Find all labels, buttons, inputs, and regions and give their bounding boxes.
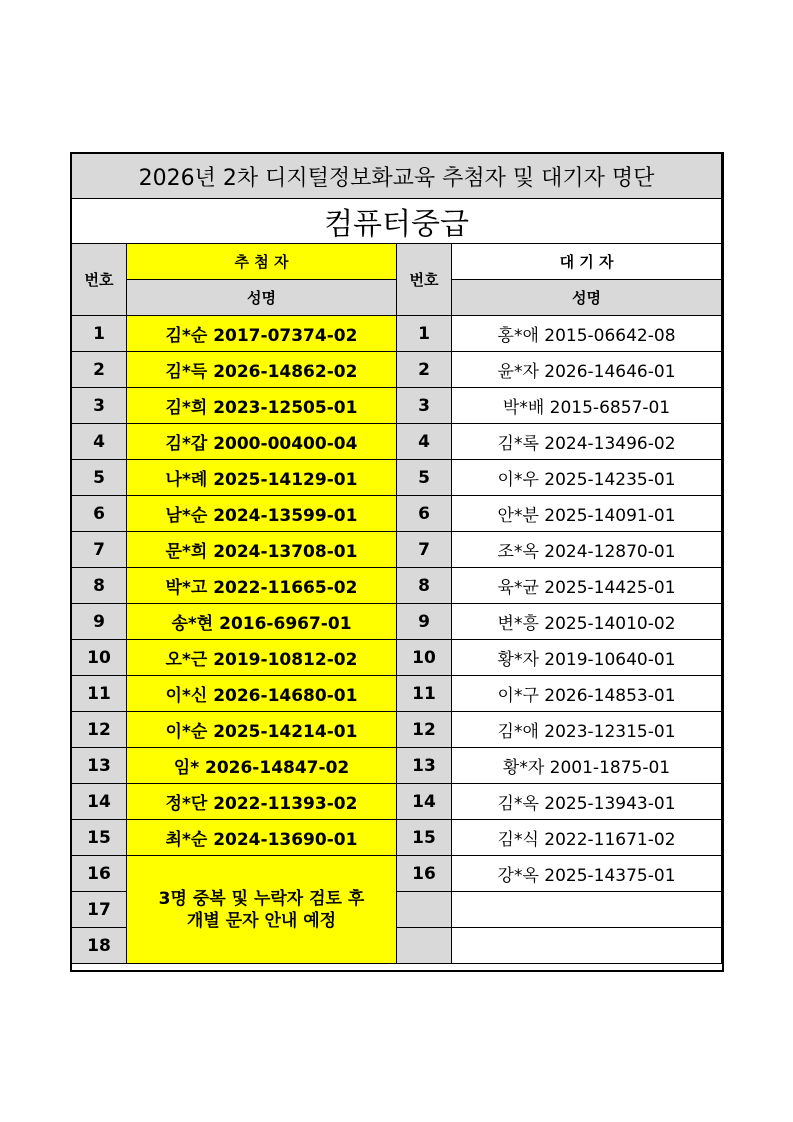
waitlist-number: 8 xyxy=(397,568,452,604)
table-row xyxy=(72,460,722,496)
winner-entry: 최*순 2024-13690-01 xyxy=(127,820,397,856)
waitlist-entry: 이*구 2026-14853-01 xyxy=(452,676,722,712)
waitlist-entry: 육*균 2025-14425-01 xyxy=(452,568,722,604)
waitlist-number: 14 xyxy=(397,784,452,820)
waitlist-number: 6 xyxy=(397,496,452,532)
winner-entry: 송*현 2016-6967-01 xyxy=(127,604,397,640)
waitlist-entry: 윤*자 2026-14646-01 xyxy=(452,352,722,388)
table-row xyxy=(72,820,722,856)
waitlist-entry-empty xyxy=(452,892,722,928)
lottery-table xyxy=(71,153,722,964)
winner-number: 3 xyxy=(72,388,127,424)
table-row xyxy=(72,712,722,748)
winner-entry: 이*순 2025-14214-01 xyxy=(127,712,397,748)
waitlist-number: 5 xyxy=(397,460,452,496)
winner-number: 14 xyxy=(72,784,127,820)
winner-entry: 임* 2026-14847-02 xyxy=(127,748,397,784)
header-waitlist: 대 기 자 xyxy=(452,244,722,280)
waitlist-entry: 조*옥 2024-12870-01 xyxy=(452,532,722,568)
winner-entry: 이*신 2026-14680-01 xyxy=(127,676,397,712)
winner-entry: 정*단 2022-11393-02 xyxy=(127,784,397,820)
waitlist-entry: 김*식 2022-11671-02 xyxy=(452,820,722,856)
waitlist-entry: 이*우 2025-14235-01 xyxy=(452,460,722,496)
table-row xyxy=(72,784,722,820)
table-row xyxy=(72,352,722,388)
waitlist-entry-empty xyxy=(452,928,722,964)
waitlist-number: 2 xyxy=(397,352,452,388)
winner-entry: 김*득 2026-14862-02 xyxy=(127,352,397,388)
winner-entry: 김*순 2017-07374-02 xyxy=(127,316,397,352)
table-row xyxy=(72,748,722,784)
winner-entry: 박*고 2022-11665-02 xyxy=(127,568,397,604)
table-row xyxy=(72,676,722,712)
winner-number: 1 xyxy=(72,316,127,352)
table-row xyxy=(72,568,722,604)
waitlist-entry: 변*흥 2025-14010-02 xyxy=(452,604,722,640)
table-row xyxy=(72,388,722,424)
waitlist-entry: 박*배 2015-6857-01 xyxy=(452,388,722,424)
waitlist-number: 10 xyxy=(397,640,452,676)
waitlist-entry: 김*옥 2025-13943-01 xyxy=(452,784,722,820)
winner-number: 16 xyxy=(72,856,127,892)
winner-number: 12 xyxy=(72,712,127,748)
pending-note-line2: 개별 문자 안내 예정 xyxy=(186,910,337,931)
waitlist-entry: 김*록 2024-13496-02 xyxy=(452,424,722,460)
waitlist-number: 16 xyxy=(397,856,452,892)
table-row xyxy=(72,856,722,892)
page-title: 2026년 2차 디지털정보화교육 추첨자 및 대기자 명단 xyxy=(72,154,722,199)
winner-entry: 나*례 2025-14129-01 xyxy=(127,460,397,496)
waitlist-entry: 황*자 2001-1875-01 xyxy=(452,748,722,784)
header-winners: 추 첨 자 xyxy=(127,244,397,280)
waitlist-number: 13 xyxy=(397,748,452,784)
winner-number: 6 xyxy=(72,496,127,532)
waitlist-entry: 홍*애 2015-06642-08 xyxy=(452,316,722,352)
pending-note-line1: 3명 중복 및 누락자 검토 후 xyxy=(158,888,365,909)
header-number-waitlist: 번호 xyxy=(397,244,452,316)
winner-number: 8 xyxy=(72,568,127,604)
winner-entry: 남*순 2024-13599-01 xyxy=(127,496,397,532)
winner-number: 5 xyxy=(72,460,127,496)
winner-entry: 문*희 2024-13708-01 xyxy=(127,532,397,568)
winner-number: 15 xyxy=(72,820,127,856)
waitlist-entry: 김*애 2023-12315-01 xyxy=(452,712,722,748)
course-name: 컴퓨터중급 xyxy=(72,199,722,244)
waitlist-number: 12 xyxy=(397,712,452,748)
table-row xyxy=(72,424,722,460)
winner-entry: 김*갑 2000-00400-04 xyxy=(127,424,397,460)
waitlist-number-empty xyxy=(397,928,452,964)
winner-number: 2 xyxy=(72,352,127,388)
table-row xyxy=(72,640,722,676)
table-row xyxy=(72,316,722,352)
header-waitlist-name: 성명 xyxy=(452,280,722,316)
winner-number: 13 xyxy=(72,748,127,784)
waitlist-number-empty xyxy=(397,892,452,928)
waitlist-number: 7 xyxy=(397,532,452,568)
waitlist-entry: 안*분 2025-14091-01 xyxy=(452,496,722,532)
winner-number: 18 xyxy=(72,928,127,964)
winner-entry: 김*희 2023-12505-01 xyxy=(127,388,397,424)
table-row xyxy=(72,532,722,568)
waitlist-number: 11 xyxy=(397,676,452,712)
waitlist-number: 9 xyxy=(397,604,452,640)
waitlist-number: 1 xyxy=(397,316,452,352)
winner-number: 9 xyxy=(72,604,127,640)
waitlist-number: 4 xyxy=(397,424,452,460)
waitlist-entry: 강*옥 2025-14375-01 xyxy=(452,856,722,892)
winner-number: 4 xyxy=(72,424,127,460)
waitlist-number: 3 xyxy=(397,388,452,424)
header-winner-name: 성명 xyxy=(127,280,397,316)
pending-note xyxy=(127,856,397,964)
waitlist-number: 15 xyxy=(397,820,452,856)
table-row xyxy=(72,496,722,532)
winner-number: 11 xyxy=(72,676,127,712)
winner-entry: 오*근 2019-10812-02 xyxy=(127,640,397,676)
winner-number: 7 xyxy=(72,532,127,568)
winner-number: 17 xyxy=(72,892,127,928)
header-number-winners: 번호 xyxy=(72,244,127,316)
winner-number: 10 xyxy=(72,640,127,676)
table-row xyxy=(72,604,722,640)
waitlist-entry: 황*자 2019-10640-01 xyxy=(452,640,722,676)
